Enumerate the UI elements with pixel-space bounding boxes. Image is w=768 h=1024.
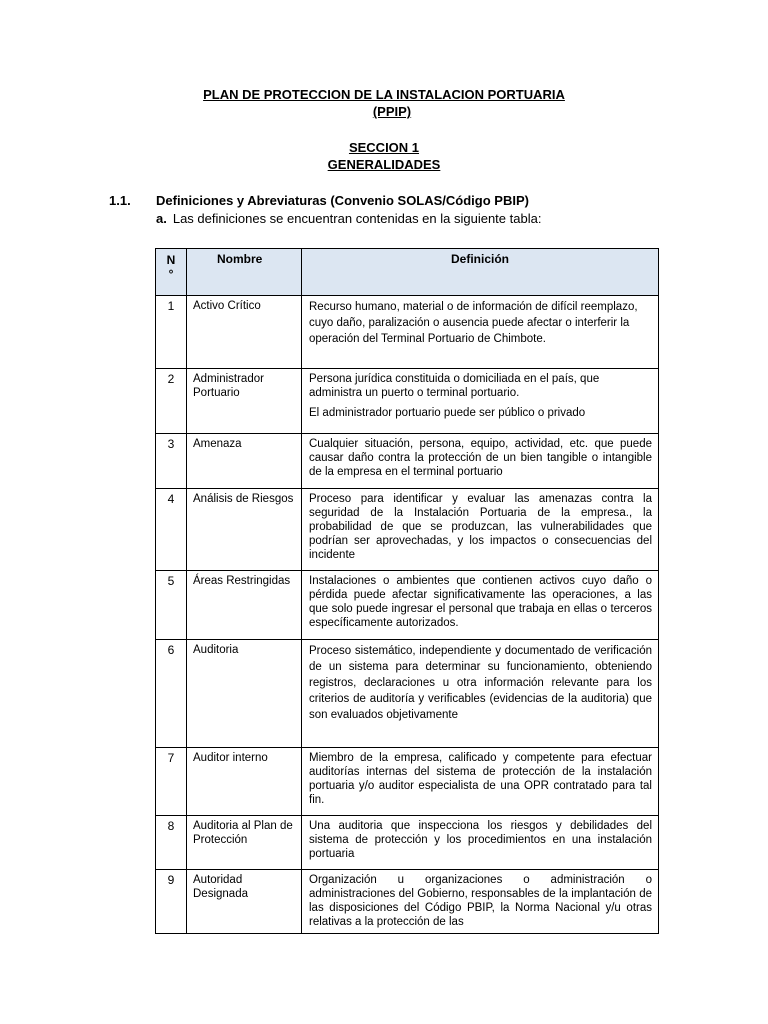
definition-paragraph: Recurso humano, material o de información de difícil reemplazo, cuyo daño, paralización o ausencia puede afectar o interferir la operación del Terminal Portuario de Chimbote. <box>309 301 638 345</box>
row-definition <box>302 296 659 369</box>
row-name: Áreas Restringidas <box>187 571 302 640</box>
row-number: 8 <box>156 816 187 870</box>
row-number: 3 <box>156 434 187 489</box>
row-definition <box>302 748 659 816</box>
row-name: Auditor interno <box>187 748 302 816</box>
header-definition: Definición <box>302 249 659 296</box>
row-number: 9 <box>156 870 187 934</box>
definition-paragraph: Proceso sistemático, independiente y documentado de verificación de un sistema para determinar su funcionamiento, obteniendo registros, declaraciones u otra información relevante para los criterios de auditoría y verificables (evidencias de la auditoria) que son evaluados objetivamente <box>309 645 652 721</box>
heading-text: Definiciones y Abreviaturas (Convenio SOLAS/Código PBIP) <box>156 193 529 208</box>
row-name: Administrador Portuario <box>187 369 302 434</box>
definition-paragraph: Persona jurídica constituida o domiciliada en el país, que administra un puerto o terminal portuario. <box>309 373 600 399</box>
table-row <box>156 870 659 934</box>
row-name: Activo Crítico <box>187 296 302 369</box>
row-definition <box>302 434 659 489</box>
definition-clip <box>309 873 652 929</box>
row-definition <box>302 640 659 748</box>
table-row <box>156 296 659 369</box>
title-line-2: (PPIP) <box>372 104 412 119</box>
row-number: 2 <box>156 369 187 434</box>
definition-paragraph: Cualquier situación, persona, equipo, actividad, etc. que puede causar daño contra la protección de un bien tangible o intangible de la empresa en el terminal portuario <box>309 438 652 478</box>
table-row <box>156 489 659 571</box>
definition-paragraph: Una auditoria que inspecciona los riesgos y debilidades del sistema de protección y los procedimientos en una instalación portuaria <box>309 820 652 860</box>
title-line-1: PLAN DE PROTECCION DE LA INSTALACION PORTUARIA <box>203 87 565 102</box>
header-name: Nombre <box>187 249 302 296</box>
subheading-text: Las definiciones se encuentran contenidas en la siguiente tabla: <box>172 211 542 226</box>
subheading <box>156 211 541 226</box>
row-definition <box>302 816 659 870</box>
section-title: GENERALIDADES <box>327 157 441 172</box>
definition-paragraph: Miembro de la empresa, calificado y competente para efectuar auditorías internas del sistema de protección de la instalación portuaria y/o auditor especialista de una OPR contratado para tal fin. <box>309 752 652 806</box>
row-number: 5 <box>156 571 187 640</box>
table-row <box>156 571 659 640</box>
table-row <box>156 434 659 489</box>
definition-paragraph: Instalaciones o ambientes que contienen activos cuyo daño o pérdida puede afectar significativamente las operaciones, a las que solo puede ingresar el personal que trabaja en ellas o terceros específicamente autorizados. <box>309 575 652 629</box>
row-name: Auditoria <box>187 640 302 748</box>
table-row <box>156 640 659 748</box>
heading-number: 1.1. <box>109 193 131 208</box>
row-definition <box>302 369 659 434</box>
row-definition <box>302 870 659 934</box>
row-name: Autoridad Designada <box>187 870 302 934</box>
subheading-letter: a. <box>156 211 167 226</box>
header-number <box>156 249 187 296</box>
definition-paragraph: El administrador portuario puede ser público o privado <box>309 407 586 419</box>
definition-paragraph: Organización u organizaciones o administración o administraciones del Gobierno, responsables de la implantación de las disposiciones del Código PBIP, la Norma Nacional y/u otras relativas a la protección de las <box>309 874 652 928</box>
row-name: Auditoria al Plan de Protección <box>187 816 302 870</box>
row-definition <box>302 571 659 640</box>
table-row <box>156 369 659 434</box>
table-row <box>156 748 659 816</box>
document-title <box>0 86 768 120</box>
table-header-row <box>156 249 659 296</box>
definition-paragraph: Proceso para identificar y evaluar las amenazas contra la seguridad de la Instalación Portuaria de la empresa., la probabilidad de que se produzcan, las vulnerabilidades que podrían ser aprovechadas, y los impactos o consecuencias del incidente <box>309 493 652 561</box>
row-number: 6 <box>156 640 187 748</box>
row-definition <box>302 489 659 571</box>
row-number: 7 <box>156 748 187 816</box>
header-number-n: N <box>166 253 176 267</box>
row-number: 1 <box>156 296 187 369</box>
row-number: 4 <box>156 489 187 571</box>
row-name: Amenaza <box>187 434 302 489</box>
section-number: SECCION 1 <box>348 140 420 155</box>
table-row <box>156 816 659 870</box>
definitions-table <box>155 248 659 934</box>
row-name: Análisis de Riesgos <box>187 489 302 571</box>
header-number-degree: ° <box>168 267 174 281</box>
